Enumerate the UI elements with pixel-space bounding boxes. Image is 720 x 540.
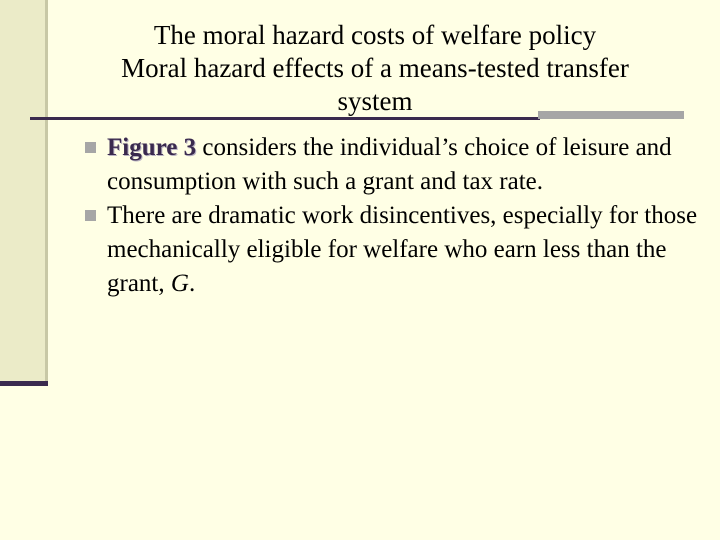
left-decorative-band: [0, 0, 47, 382]
title-line-1: The moral hazard costs of welfare policy: [153, 20, 597, 50]
left-band-edge: [45, 0, 48, 386]
bullet-list: [82, 131, 702, 301]
figure-reference: Figure 3: [107, 134, 197, 161]
bullet-end: .: [188, 270, 196, 297]
bullet-text: considers the individual’s choice of leisure and consumption with such a grant and tax rate.: [107, 134, 672, 195]
left-accent-bar: [0, 381, 48, 386]
grant-symbol: G: [170, 270, 189, 297]
square-bullet-icon: [85, 210, 96, 221]
slide-title: [90, 19, 660, 118]
title-divider-accent: [538, 111, 684, 119]
title-divider: [30, 117, 540, 120]
bullet-item: [82, 131, 702, 199]
bullet-item: [82, 199, 702, 301]
bullet-text: There are dramatic work disincentives, especially for those mechanically eligible for welfare who earn less than the grant,: [107, 202, 698, 297]
title-line-2: Moral hazard effects of a means-tested transfer system: [121, 53, 629, 116]
square-bullet-icon: [85, 142, 96, 153]
